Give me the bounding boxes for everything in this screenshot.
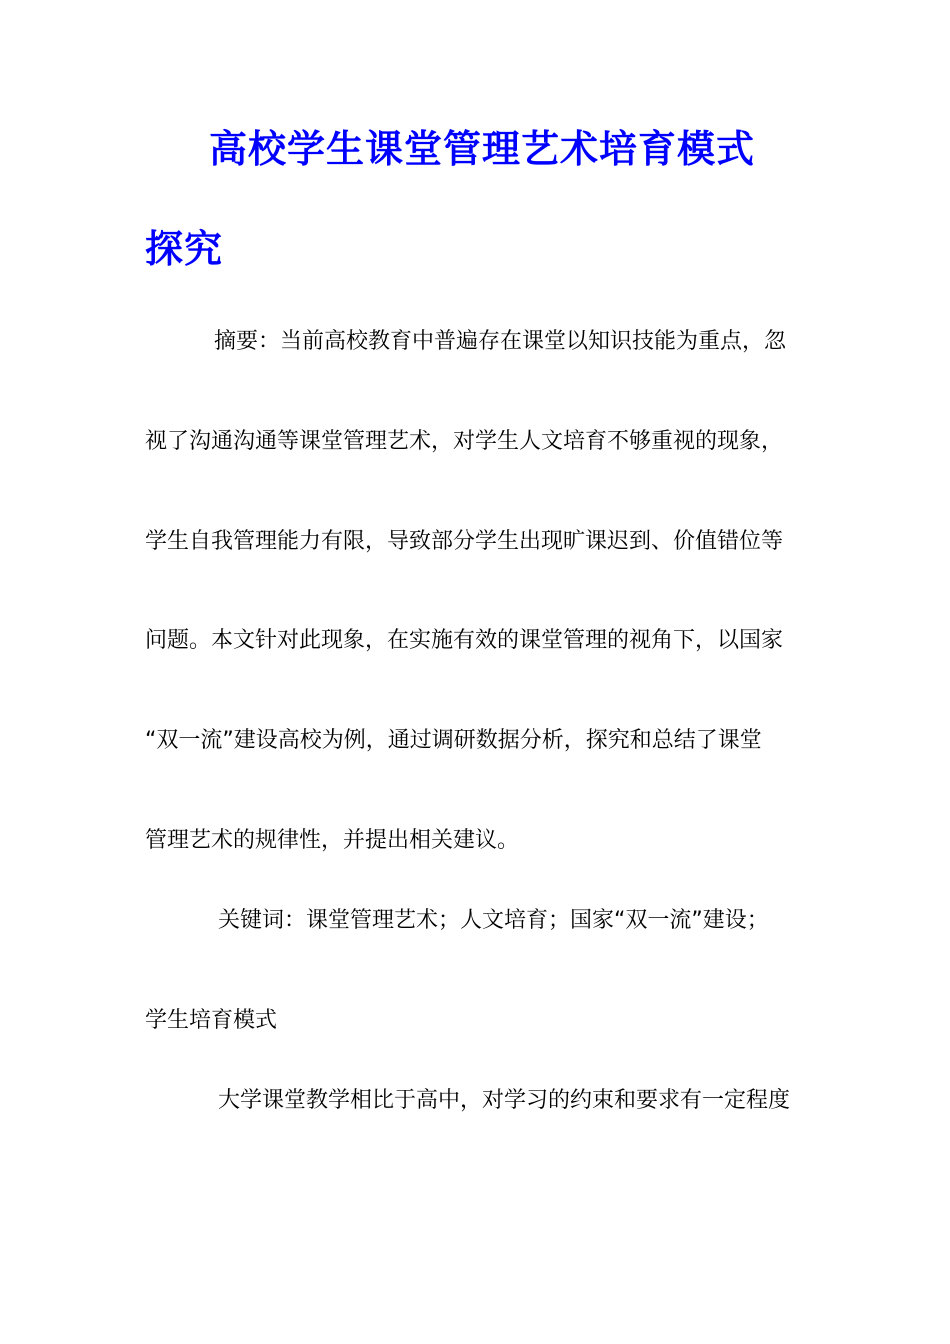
- abstract-line-6: 管理艺术的规律性，并提出相关建议。: [145, 828, 520, 853]
- abstract-line-2: 视了沟通沟通等课堂管理艺术，对学生人文培育不够重视的现象，: [145, 429, 784, 454]
- keywords-line-2: 学生培育模式: [145, 1008, 278, 1033]
- body-line-1: 大学课堂教学相比于高中，对学习的约束和要求有一定程度: [218, 1088, 791, 1113]
- abstract-line-1: 摘要：当前高校教育中普遍存在课堂以知识技能为重点，忽: [214, 329, 787, 354]
- keywords-line-1: 关键词：课堂管理艺术；人文培育；国家“双一流”建设；: [218, 908, 769, 933]
- abstract-line-3: 学生自我管理能力有限，导致部分学生出现旷课迟到、价值错位等: [145, 529, 784, 554]
- document-title-line-2: 探究: [145, 226, 224, 271]
- abstract-line-5: “双一流”建设高校为例，通过调研数据分析，探究和总结了课堂: [145, 728, 762, 753]
- document-title-line-1: 高校学生课堂管理艺术培育模式: [209, 126, 756, 171]
- abstract-line-4: 问题。本文针对此现象，在实施有效的课堂管理的视角下，以国家: [145, 628, 784, 653]
